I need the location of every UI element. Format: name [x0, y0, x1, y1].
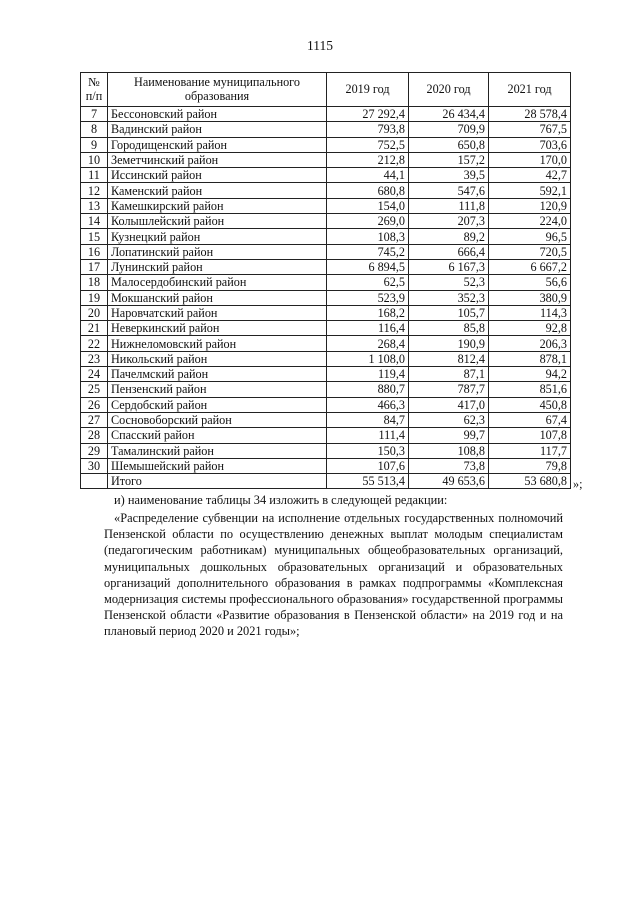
table-row [81, 351, 571, 366]
row-value-2019: 880,7 [327, 382, 409, 397]
row-value-2020: 105,7 [409, 305, 489, 320]
row-value-2020: 547,6 [409, 183, 489, 198]
row-number: 10 [81, 152, 108, 167]
total-label: Итого [108, 474, 327, 489]
row-district-name: Иссинский район [108, 168, 327, 183]
table-row [81, 443, 571, 458]
row-value-2019: 680,8 [327, 183, 409, 198]
table-row [81, 321, 571, 336]
row-value-2021: 92,8 [489, 321, 571, 336]
row-value-2019: 150,3 [327, 443, 409, 458]
row-district-name: Сердобский район [108, 397, 327, 412]
row-value-2019: 793,8 [327, 122, 409, 137]
row-value-2021: 107,8 [489, 428, 571, 443]
row-value-2020: 352,3 [409, 290, 489, 305]
row-value-2019: 523,9 [327, 290, 409, 305]
page-number: 1115 [307, 38, 333, 53]
row-district-name: Вадинский район [108, 122, 327, 137]
table-row [81, 397, 571, 412]
row-number: 13 [81, 198, 108, 213]
row-number: 22 [81, 336, 108, 351]
row-district-name: Пензенский район [108, 382, 327, 397]
row-value-2021: 878,1 [489, 351, 571, 366]
row-value-2019: 154,0 [327, 198, 409, 213]
table-row [81, 244, 571, 259]
row-value-2020: 108,8 [409, 443, 489, 458]
row-value-2021: 6 667,2 [489, 259, 571, 274]
table-row [81, 367, 571, 382]
row-value-2019: 268,4 [327, 336, 409, 351]
row-number: 25 [81, 382, 108, 397]
header-2020: 2020 год [409, 73, 489, 107]
header-number: № п/п [81, 73, 108, 107]
row-value-2020: 52,3 [409, 275, 489, 290]
row-number: 14 [81, 214, 108, 229]
row-value-2020: 157,2 [409, 152, 489, 167]
row-value-2020: 417,0 [409, 397, 489, 412]
table-row [81, 275, 571, 290]
row-value-2021: 380,9 [489, 290, 571, 305]
amendment-paragraph: и) наименование таблицы 34 изложить в следующей редакции: [114, 493, 448, 507]
row-value-2021: 117,7 [489, 443, 571, 458]
row-number: 30 [81, 458, 108, 473]
row-value-2020: 207,3 [409, 214, 489, 229]
row-number: 23 [81, 351, 108, 366]
row-value-2021: 56,6 [489, 275, 571, 290]
table-total-row [81, 474, 571, 489]
row-value-2019: 107,6 [327, 458, 409, 473]
row-district-name: Малосердобинский район [108, 275, 327, 290]
row-district-name: Нижнеломовский район [108, 336, 327, 351]
row-value-2020: 73,8 [409, 458, 489, 473]
row-value-2019: 62,5 [327, 275, 409, 290]
row-number: 24 [81, 367, 108, 382]
row-value-2020: 111,8 [409, 198, 489, 213]
table-row [81, 214, 571, 229]
row-value-2021: 94,2 [489, 367, 571, 382]
table-row [81, 428, 571, 443]
row-number: 17 [81, 259, 108, 274]
total-number-cell [81, 474, 108, 489]
row-value-2021: 120,9 [489, 198, 571, 213]
row-district-name: Лопатинский район [108, 244, 327, 259]
table-title-last-line: годы»; [264, 624, 300, 639]
row-value-2019: 212,8 [327, 152, 409, 167]
row-value-2019: 27 292,4 [327, 107, 409, 122]
row-value-2021: 592,1 [489, 183, 571, 198]
row-value-2020: 39,5 [409, 168, 489, 183]
table-title-text: «Распределение субвенции на исполнение отдельных государственных полномочий Пензенской области по осуществлению денежных выплат молодым специалистам (педагогическим работникам) муниципальных общеобразовательных организаций, муниципальных дошкольных образовательных организаций и образовательных организаций дополнительного образования в рамках подпрограммы «Комплексная модернизация системы профессионального образования» государственной программы Пензенской области «Развитие образования в Пензенской области» на 2019 год и на плановый период 2020 и 2021 [104, 511, 563, 639]
table-row [81, 168, 571, 183]
total-value-2021: 53 680,8 [489, 474, 571, 489]
subvention-table [80, 72, 571, 489]
row-district-name: Тамалинский район [108, 443, 327, 458]
row-district-name: Каменский район [108, 183, 327, 198]
table-row [81, 137, 571, 152]
row-value-2021: 96,5 [489, 229, 571, 244]
row-value-2019: 269,0 [327, 214, 409, 229]
total-value-2020: 49 653,6 [409, 474, 489, 489]
row-number: 27 [81, 412, 108, 427]
row-value-2021: 720,5 [489, 244, 571, 259]
header-2021: 2021 год [489, 73, 571, 107]
row-value-2021: 851,6 [489, 382, 571, 397]
row-value-2019: 44,1 [327, 168, 409, 183]
table-row [81, 107, 571, 122]
row-value-2020: 85,8 [409, 321, 489, 336]
table-row [81, 458, 571, 473]
row-value-2021: 114,3 [489, 305, 571, 320]
row-value-2021: 79,8 [489, 458, 571, 473]
table-row [81, 290, 571, 305]
row-value-2020: 650,8 [409, 137, 489, 152]
row-value-2021: 450,8 [489, 397, 571, 412]
row-number: 29 [81, 443, 108, 458]
row-value-2021: 224,0 [489, 214, 571, 229]
table-row [81, 336, 571, 351]
table-row [81, 152, 571, 167]
table-row [81, 183, 571, 198]
row-value-2021: 28 578,4 [489, 107, 571, 122]
row-value-2019: 116,4 [327, 321, 409, 336]
row-value-2019: 466,3 [327, 397, 409, 412]
row-value-2019: 84,7 [327, 412, 409, 427]
row-number: 9 [81, 137, 108, 152]
row-value-2020: 787,7 [409, 382, 489, 397]
row-value-2020: 709,9 [409, 122, 489, 137]
row-value-2021: 170,0 [489, 152, 571, 167]
table-row [81, 198, 571, 213]
row-value-2019: 6 894,5 [327, 259, 409, 274]
row-district-name: Городищенский район [108, 137, 327, 152]
row-value-2019: 752,5 [327, 137, 409, 152]
row-district-name: Кузнецкий район [108, 229, 327, 244]
row-number: 21 [81, 321, 108, 336]
row-district-name: Пачелмский район [108, 367, 327, 382]
row-district-name: Никольский район [108, 351, 327, 366]
row-value-2019: 168,2 [327, 305, 409, 320]
table-row [81, 259, 571, 274]
row-number: 20 [81, 305, 108, 320]
row-district-name: Наровчатский район [108, 305, 327, 320]
row-number: 15 [81, 229, 108, 244]
row-district-name: Земетчинский район [108, 152, 327, 167]
table-row [81, 412, 571, 427]
row-district-name: Камешкирский район [108, 198, 327, 213]
row-value-2020: 6 167,3 [409, 259, 489, 274]
row-number: 19 [81, 290, 108, 305]
row-value-2019: 111,4 [327, 428, 409, 443]
row-value-2020: 812,4 [409, 351, 489, 366]
row-value-2020: 62,3 [409, 412, 489, 427]
table-row [81, 305, 571, 320]
row-district-name: Шемышейский район [108, 458, 327, 473]
row-value-2019: 745,2 [327, 244, 409, 259]
row-value-2020: 99,7 [409, 428, 489, 443]
row-value-2020: 666,4 [409, 244, 489, 259]
table-title-paragraph [104, 510, 563, 640]
header-name: Наименование муниципального образования [108, 73, 327, 107]
row-value-2021: 42,7 [489, 168, 571, 183]
table-row [81, 122, 571, 137]
row-value-2021: 767,5 [489, 122, 571, 137]
row-value-2019: 108,3 [327, 229, 409, 244]
row-district-name: Лунинский район [108, 259, 327, 274]
row-value-2021: 67,4 [489, 412, 571, 427]
row-district-name: Сосновоборский район [108, 412, 327, 427]
total-value-2019: 55 513,4 [327, 474, 409, 489]
row-value-2021: 206,3 [489, 336, 571, 351]
row-district-name: Мокшанский район [108, 290, 327, 305]
subvention-table-container [80, 72, 570, 489]
table-body [81, 107, 571, 489]
row-value-2020: 190,9 [409, 336, 489, 351]
row-number: 7 [81, 107, 108, 122]
row-number: 8 [81, 122, 108, 137]
table-header-row [81, 73, 571, 107]
row-district-name: Неверкинский район [108, 321, 327, 336]
row-value-2019: 1 108,0 [327, 351, 409, 366]
row-district-name: Колышлейский район [108, 214, 327, 229]
table-row [81, 382, 571, 397]
row-number: 26 [81, 397, 108, 412]
row-number: 11 [81, 168, 108, 183]
row-district-name: Бессоновский район [108, 107, 327, 122]
row-value-2020: 87,1 [409, 367, 489, 382]
row-value-2019: 119,4 [327, 367, 409, 382]
row-value-2021: 703,6 [489, 137, 571, 152]
row-number: 16 [81, 244, 108, 259]
row-value-2020: 89,2 [409, 229, 489, 244]
row-number: 18 [81, 275, 108, 290]
row-number: 12 [81, 183, 108, 198]
row-number: 28 [81, 428, 108, 443]
row-value-2020: 26 434,4 [409, 107, 489, 122]
closing-quote-mark: »; [573, 477, 583, 491]
header-2019: 2019 год [327, 73, 409, 107]
row-district-name: Спасский район [108, 428, 327, 443]
table-row [81, 229, 571, 244]
